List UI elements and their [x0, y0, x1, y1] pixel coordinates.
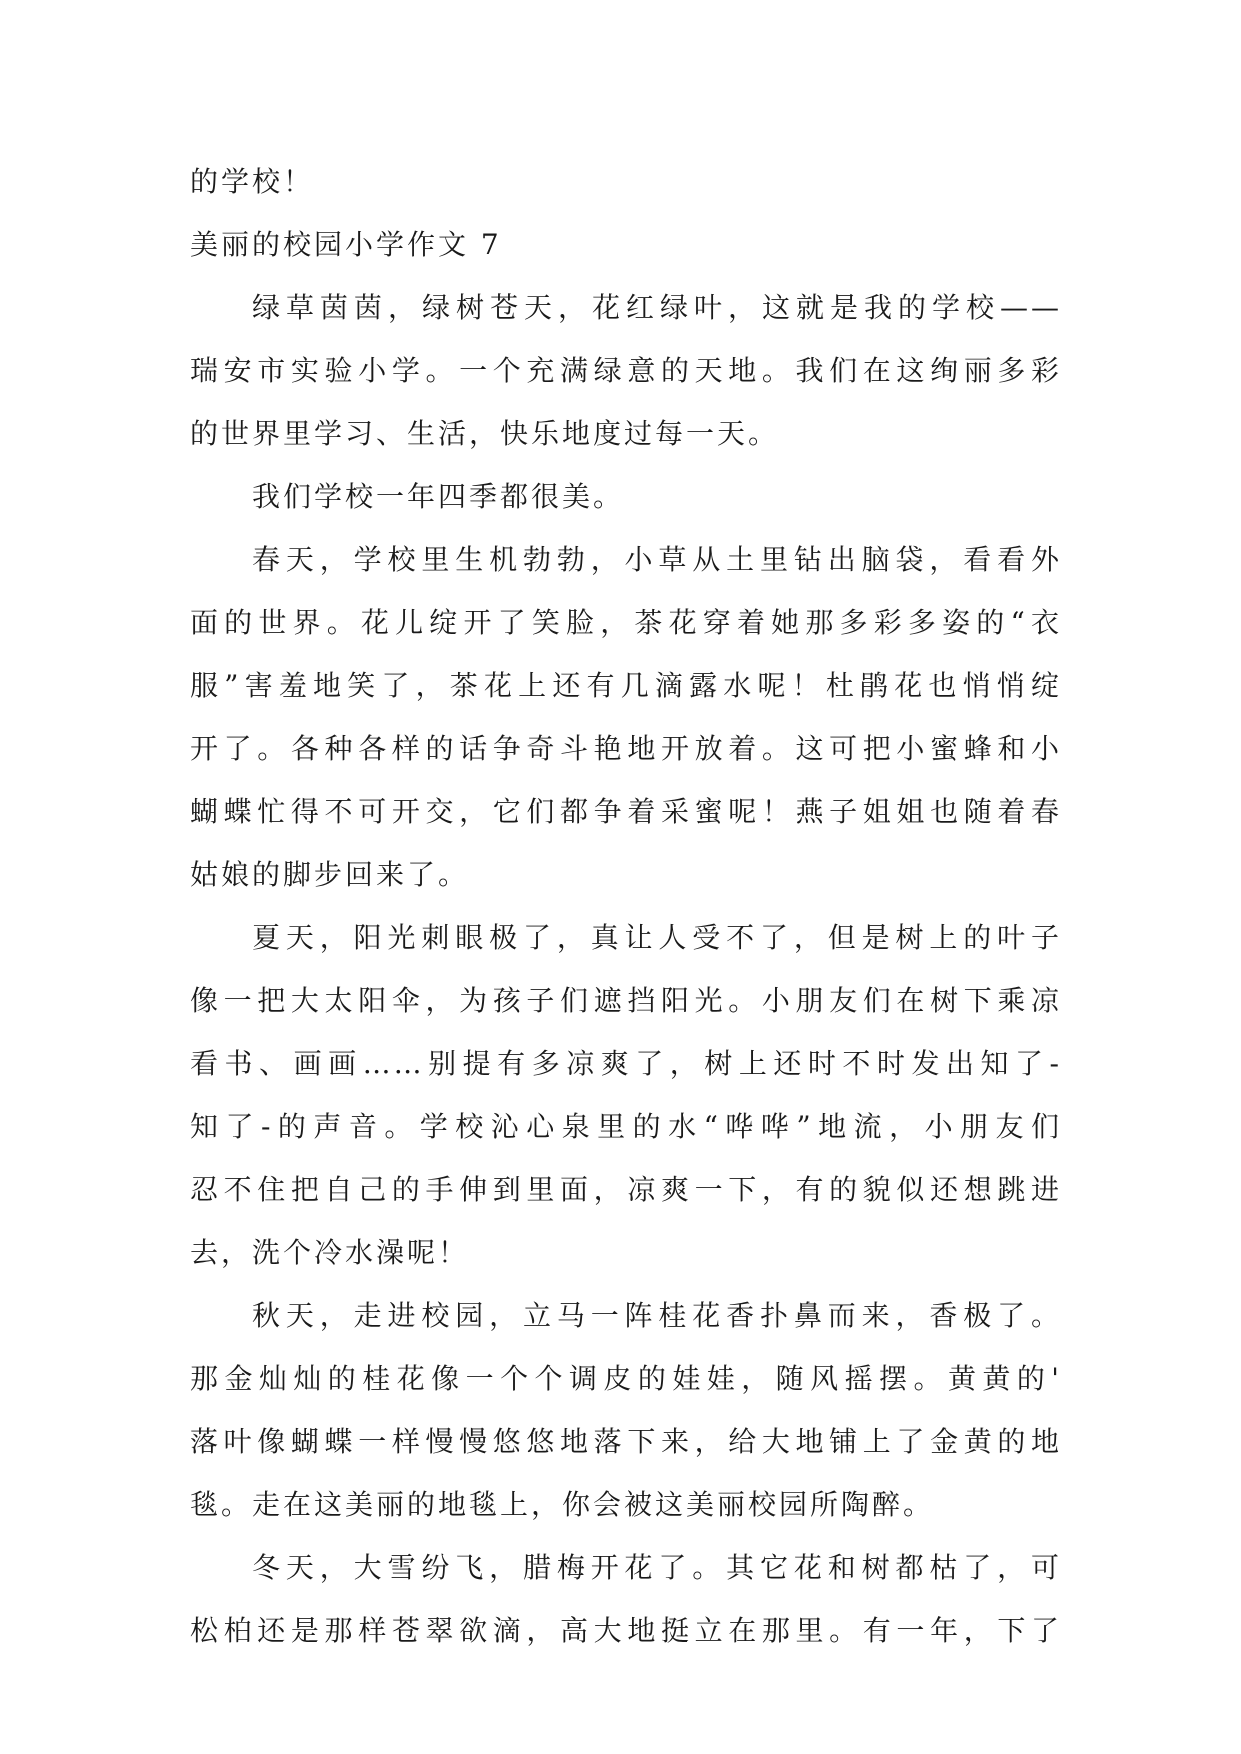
text-line: 夏天，阳光刺眼极了，真让人受不了，但是树上的叶子	[252, 921, 1062, 954]
essay-title: 美丽的校园小学作文 7	[190, 228, 502, 261]
text-line: 面的世界。花儿绽开了笑脸，茶花穿着她那多彩多姿的“衣	[190, 606, 1062, 639]
text-line: 的学校！	[190, 165, 315, 198]
text-line: 春天，学校里生机勃勃，小草从土里钻出脑袋，看看外	[252, 543, 1062, 576]
text-line: 蝴蝶忙得不可开交，它们都争着采蜜呢！燕子姐姐也随着春	[190, 795, 1062, 828]
text-line: 姑娘的脚步回来了。	[190, 858, 470, 891]
text-line: 松柏还是那样苍翠欲滴，高大地挺立在那里。有一年，下了	[190, 1614, 1062, 1647]
text-line: 绿草茵茵，绿树苍天，花红绿叶，这就是我的学校——	[252, 291, 1062, 324]
text-line: 秋天，走进校园，立马一阵桂花香扑鼻而来，香极了。	[252, 1299, 1062, 1332]
text-line: 落叶像蝴蝶一样慢慢悠悠地落下来，给大地铺上了金黄的地	[190, 1425, 1062, 1458]
text-line: 我们学校一年四季都很美。	[252, 480, 625, 513]
text-line: 瑞安市实验小学。一个充满绿意的天地。我们在这绚丽多彩	[190, 354, 1062, 387]
text-line: 开了。各种各样的话争奇斗艳地开放着。这可把小蜜蜂和小	[190, 732, 1062, 765]
text-line: 去，洗个冷水澡呢！	[190, 1236, 470, 1269]
text-line: 服”害羞地笑了，茶花上还有几滴露水呢！杜鹃花也悄悄绽	[190, 669, 1062, 702]
text-line: 忍不住把自己的手伸到里面，凉爽一下，有的貌似还想跳进	[190, 1173, 1062, 1206]
text-line: 那金灿灿的桂花像一个个调皮的娃娃，随风摇摆。黄黄的'	[190, 1362, 1062, 1395]
text-line: 像一把大太阳伞，为孩子们遮挡阳光。小朋友们在树下乘凉	[190, 984, 1062, 1017]
text-line: 的世界里学习、生活，快乐地度过每一天。	[190, 417, 780, 450]
text-line: 冬天，大雪纷飞，腊梅开花了。其它花和树都枯了，可	[252, 1551, 1062, 1584]
text-line: 毯。走在这美丽的地毯上，你会被这美丽校园所陶醉。	[190, 1488, 935, 1521]
text-line: 知了-的声音。学校沁心泉里的水“哗哗”地流，小朋友们	[190, 1110, 1062, 1143]
text-line: 看书、画画……别提有多凉爽了，树上还时不时发出知了-	[190, 1047, 1062, 1080]
document-body	[190, 150, 1062, 1662]
